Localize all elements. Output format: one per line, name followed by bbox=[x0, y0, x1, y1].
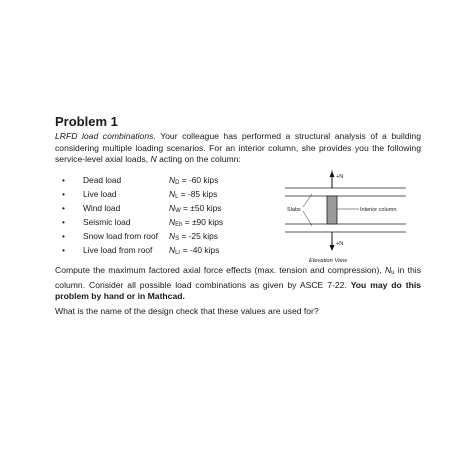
compute-text-b: in this column. Consider all possible load combinations as given by ASCE 7-22. bbox=[55, 265, 421, 290]
bullet: • bbox=[62, 245, 65, 256]
bullet: • bbox=[62, 175, 65, 185]
load-symbol: N bbox=[169, 203, 176, 214]
compute-bold-note: You may do this problem by hand or in Mathcad. bbox=[55, 279, 421, 301]
bottom-force-label: +N bbox=[336, 241, 344, 247]
bullet: • bbox=[62, 231, 65, 242]
question-paragraph: What is the name of the design check that these values are used for? bbox=[55, 306, 319, 316]
nu-symbol: N bbox=[384, 265, 392, 275]
bullet: • bbox=[62, 217, 65, 228]
load-value bbox=[169, 189, 217, 203]
load-amount: = ±50 kips bbox=[180, 203, 222, 214]
load-subscript: S bbox=[175, 236, 180, 243]
bullet: • bbox=[62, 189, 65, 200]
load-list bbox=[62, 175, 223, 260]
load-name: Snow load from roof bbox=[83, 231, 158, 242]
bottom-arrow-head bbox=[330, 245, 335, 251]
load-name: Dead load bbox=[83, 175, 122, 185]
bullet: • bbox=[62, 203, 65, 214]
load-value bbox=[169, 203, 221, 217]
diagram-caption: Elevation View bbox=[309, 258, 347, 264]
load-symbol: N bbox=[169, 175, 176, 185]
list-item bbox=[62, 189, 223, 203]
load-subscript: D bbox=[175, 180, 180, 186]
intro-paragraph bbox=[55, 131, 421, 166]
list-item bbox=[62, 231, 223, 245]
compute-text-a: Compute the maximum factored axial force effects (max. tension and compression), bbox=[55, 265, 385, 275]
intro-text-b: acting on the column: bbox=[156, 154, 241, 164]
intro-text-a: . Your colleague has performed a structural analysis of a building considering multiple loading scenarios. For an interior column, she provides you the following service-level axial loads, bbox=[55, 131, 421, 164]
load-name: Live load bbox=[83, 189, 117, 200]
column-label: Interior column bbox=[360, 207, 397, 213]
load-name: Seismic load bbox=[83, 217, 131, 228]
load-symbol: N bbox=[169, 231, 176, 242]
load-value bbox=[169, 217, 223, 231]
load-subscript: Eh bbox=[175, 222, 183, 229]
load-amount: = ±90 kips bbox=[182, 217, 224, 228]
load-symbol: N bbox=[169, 245, 176, 256]
load-amount: = -40 kips bbox=[180, 245, 220, 256]
elevation-diagram bbox=[285, 165, 415, 265]
compute-paragraph bbox=[55, 265, 421, 303]
intro-n-symbol: N bbox=[150, 154, 157, 164]
load-amount: = -85 kips bbox=[178, 189, 218, 200]
load-name: Wind load bbox=[83, 203, 121, 214]
load-symbol: N bbox=[169, 189, 176, 200]
load-subscript: L bbox=[175, 194, 179, 201]
intro-lead: LRFD load combinations bbox=[55, 131, 154, 141]
load-symbol: N bbox=[169, 217, 176, 228]
top-force-label: +N bbox=[336, 174, 344, 180]
list-item bbox=[62, 245, 223, 259]
load-subscript: Lr bbox=[175, 250, 181, 257]
problem-title: Problem 1 bbox=[55, 114, 118, 129]
list-item bbox=[62, 203, 223, 217]
load-name: Live load from roof bbox=[83, 245, 153, 256]
load-value bbox=[169, 245, 219, 259]
load-amount: = -25 kips bbox=[179, 231, 218, 242]
load-amount: = -60 kips bbox=[179, 175, 219, 185]
list-item bbox=[62, 217, 223, 231]
nu-subscript: u bbox=[391, 270, 395, 276]
load-value bbox=[169, 231, 218, 245]
list-item bbox=[62, 175, 223, 189]
load-subscript: W bbox=[175, 208, 181, 215]
slabs-label: Slabs bbox=[287, 207, 301, 213]
interior-column bbox=[327, 196, 337, 224]
load-value bbox=[169, 175, 218, 189]
